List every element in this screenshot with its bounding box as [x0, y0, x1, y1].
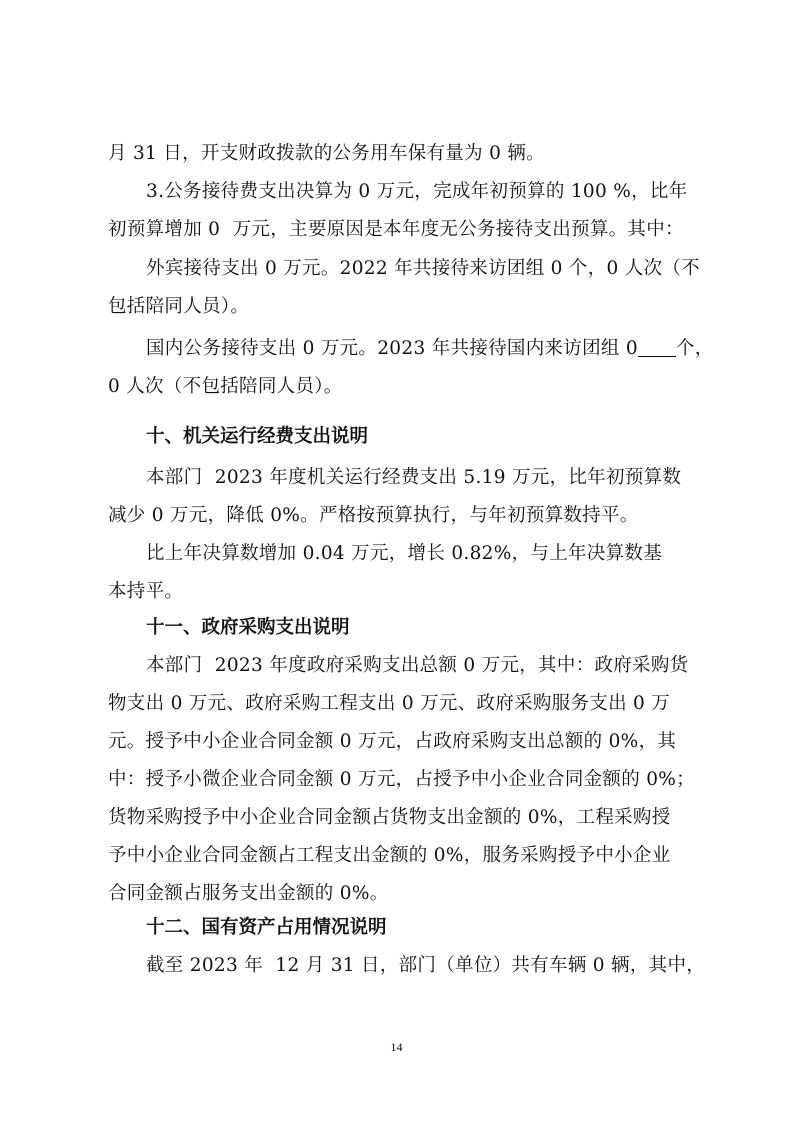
page-number: 14 [390, 1040, 403, 1054]
paragraph-line: 元。授予中小企业合同金额 0 万元，占政府采购支出总额的 0%，其 [108, 731, 677, 752]
paragraph-line: 货物采购授予中小企业合同金额占货物支出金额的 0%，工程采购授 [108, 807, 671, 828]
paragraph-line: 中：授予小微企业合同金额 0 万元，占授予中小企业合同金额的 0%； [108, 769, 695, 790]
paragraph-line: 包括陪同人员）。 [108, 296, 250, 317]
paragraph-line: 本持平。 [108, 581, 184, 602]
paragraph-line: 初预算增加 0 万元，主要原因是本年度无公务接待支出预算。其中： [108, 219, 684, 240]
paragraph-line: 外宾接待支出 0 万元。2022 年共接待来访团组 0 个，0 人次（不 [146, 258, 700, 279]
paragraph-line: 予中小企业合同金额占工程支出金额的 0%，服务采购授予中小企业 [108, 845, 671, 866]
paragraph-line: 月 31 日，开支财政拨款的公务用车保有量为 0 辆。 [108, 143, 545, 164]
blank-underline [638, 336, 676, 357]
paragraph-line: 比上年决算数增加 0.04 万元，增长 0.82%，与上年决算数基 [146, 543, 663, 564]
paragraph-line: 3.公务接待费支出决算为 0 万元，完成年初预算的 100 %，比年 [146, 181, 688, 202]
section-heading: 十一、政府采购支出说明 [146, 617, 350, 638]
paragraph-line: 合同金额占服务支出金额的 0%。 [108, 883, 389, 904]
paragraph-line: 本部门 2023 年度机关运行经费支出 5.19 万元，比年初预算数 [146, 467, 682, 488]
paragraph-line: 本部门 2023 年度政府采购支出总额 0 万元，其中：政府采购货 [146, 655, 689, 676]
paragraph-text: 国内公务接待支出 0 万元。2023 年共接待国内来访团组 0 [146, 338, 638, 359]
section-heading: 十二、国有资产占用情况说明 [146, 917, 387, 938]
paragraph-text: 个， [675, 338, 714, 359]
paragraph-line: 物支出 0 万元、政府采购工程支出 0 万元、政府采购服务支出 0 万 [108, 693, 671, 714]
paragraph-line: 0 人次（不包括陪同人员）。 [108, 376, 343, 397]
section-heading: 十、机关运行经费支出说明 [146, 426, 369, 447]
paragraph-line [146, 336, 714, 362]
paragraph-line: 减少 0 万元，降低 0%。严格按预算执行，与年初预算数持平。 [108, 505, 639, 526]
paragraph-line: 截至 2023 年 12 月 31 日，部门（单位）共有车辆 0 辆，其中， [146, 955, 706, 976]
